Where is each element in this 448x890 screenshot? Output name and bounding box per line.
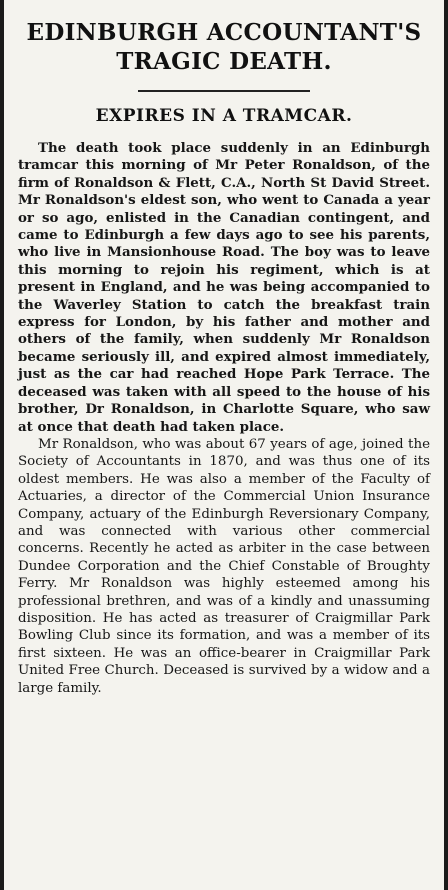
subheadline: EXPIRES IN A TRAMCAR. xyxy=(95,106,353,126)
article-paragraph-2: Mr Ronaldson, who was about 67 years of age, joined the Society of Accountants in 1870, and was thus one of its oldest members. He was also a member of the Faculty of Actuaries, a director of the Commercial Union Insurance Company, actuary of the Edinburgh Reversionary Company, and was connected with various other commercial concerns. Recently he acted as arbiter in the case between Dundee Corporation and the Chief Constable of Broughty Ferry. Mr Ronaldson was highly esteemed among his professional brethren, and was of a kindly and unassuming disposition. He has acted as treasurer of Craigmillar Park Bowling Club since its formation, and was a member of its first sixteen. He was an office-bearer in Craigmillar Park United Free Church. Deceased is survived by a widow and a large family. xyxy=(18,436,430,696)
headline xyxy=(18,18,430,76)
headline-divider xyxy=(138,90,310,92)
article-paragraph-1: The death took place suddenly in an Edinburgh tramcar this morning of Mr Peter Ronaldson, of the firm of Ronaldson & Flett, C.A., North St David Street. Mr Ronaldson's eldest son, who went to Canada a year or so ago, enlisted in the Canadian contingent, and came to Edinburgh a few days ago to see his parents, who live in Mansionhouse Road. The boy was to leave this morning to rejoin his regiment, which is at present in England, and he was being accompanied to the Waverley Station to catch the breakfast train express for London, by his father and mother and others of the family, when suddenly Mr Ronaldson became seriously ill, and expired almost immediately, just as the car had reached Hope Park Terrace. The deceased was taken with all speed to the house of his brother, Dr Ronaldson, in Charlotte Square, who saw at once that death had taken place. xyxy=(18,140,430,435)
headline-line-1: EDINBURGH ACCOUNTANT'S xyxy=(26,19,422,46)
headline-line-2: TRAGIC DEATH. xyxy=(116,48,332,75)
